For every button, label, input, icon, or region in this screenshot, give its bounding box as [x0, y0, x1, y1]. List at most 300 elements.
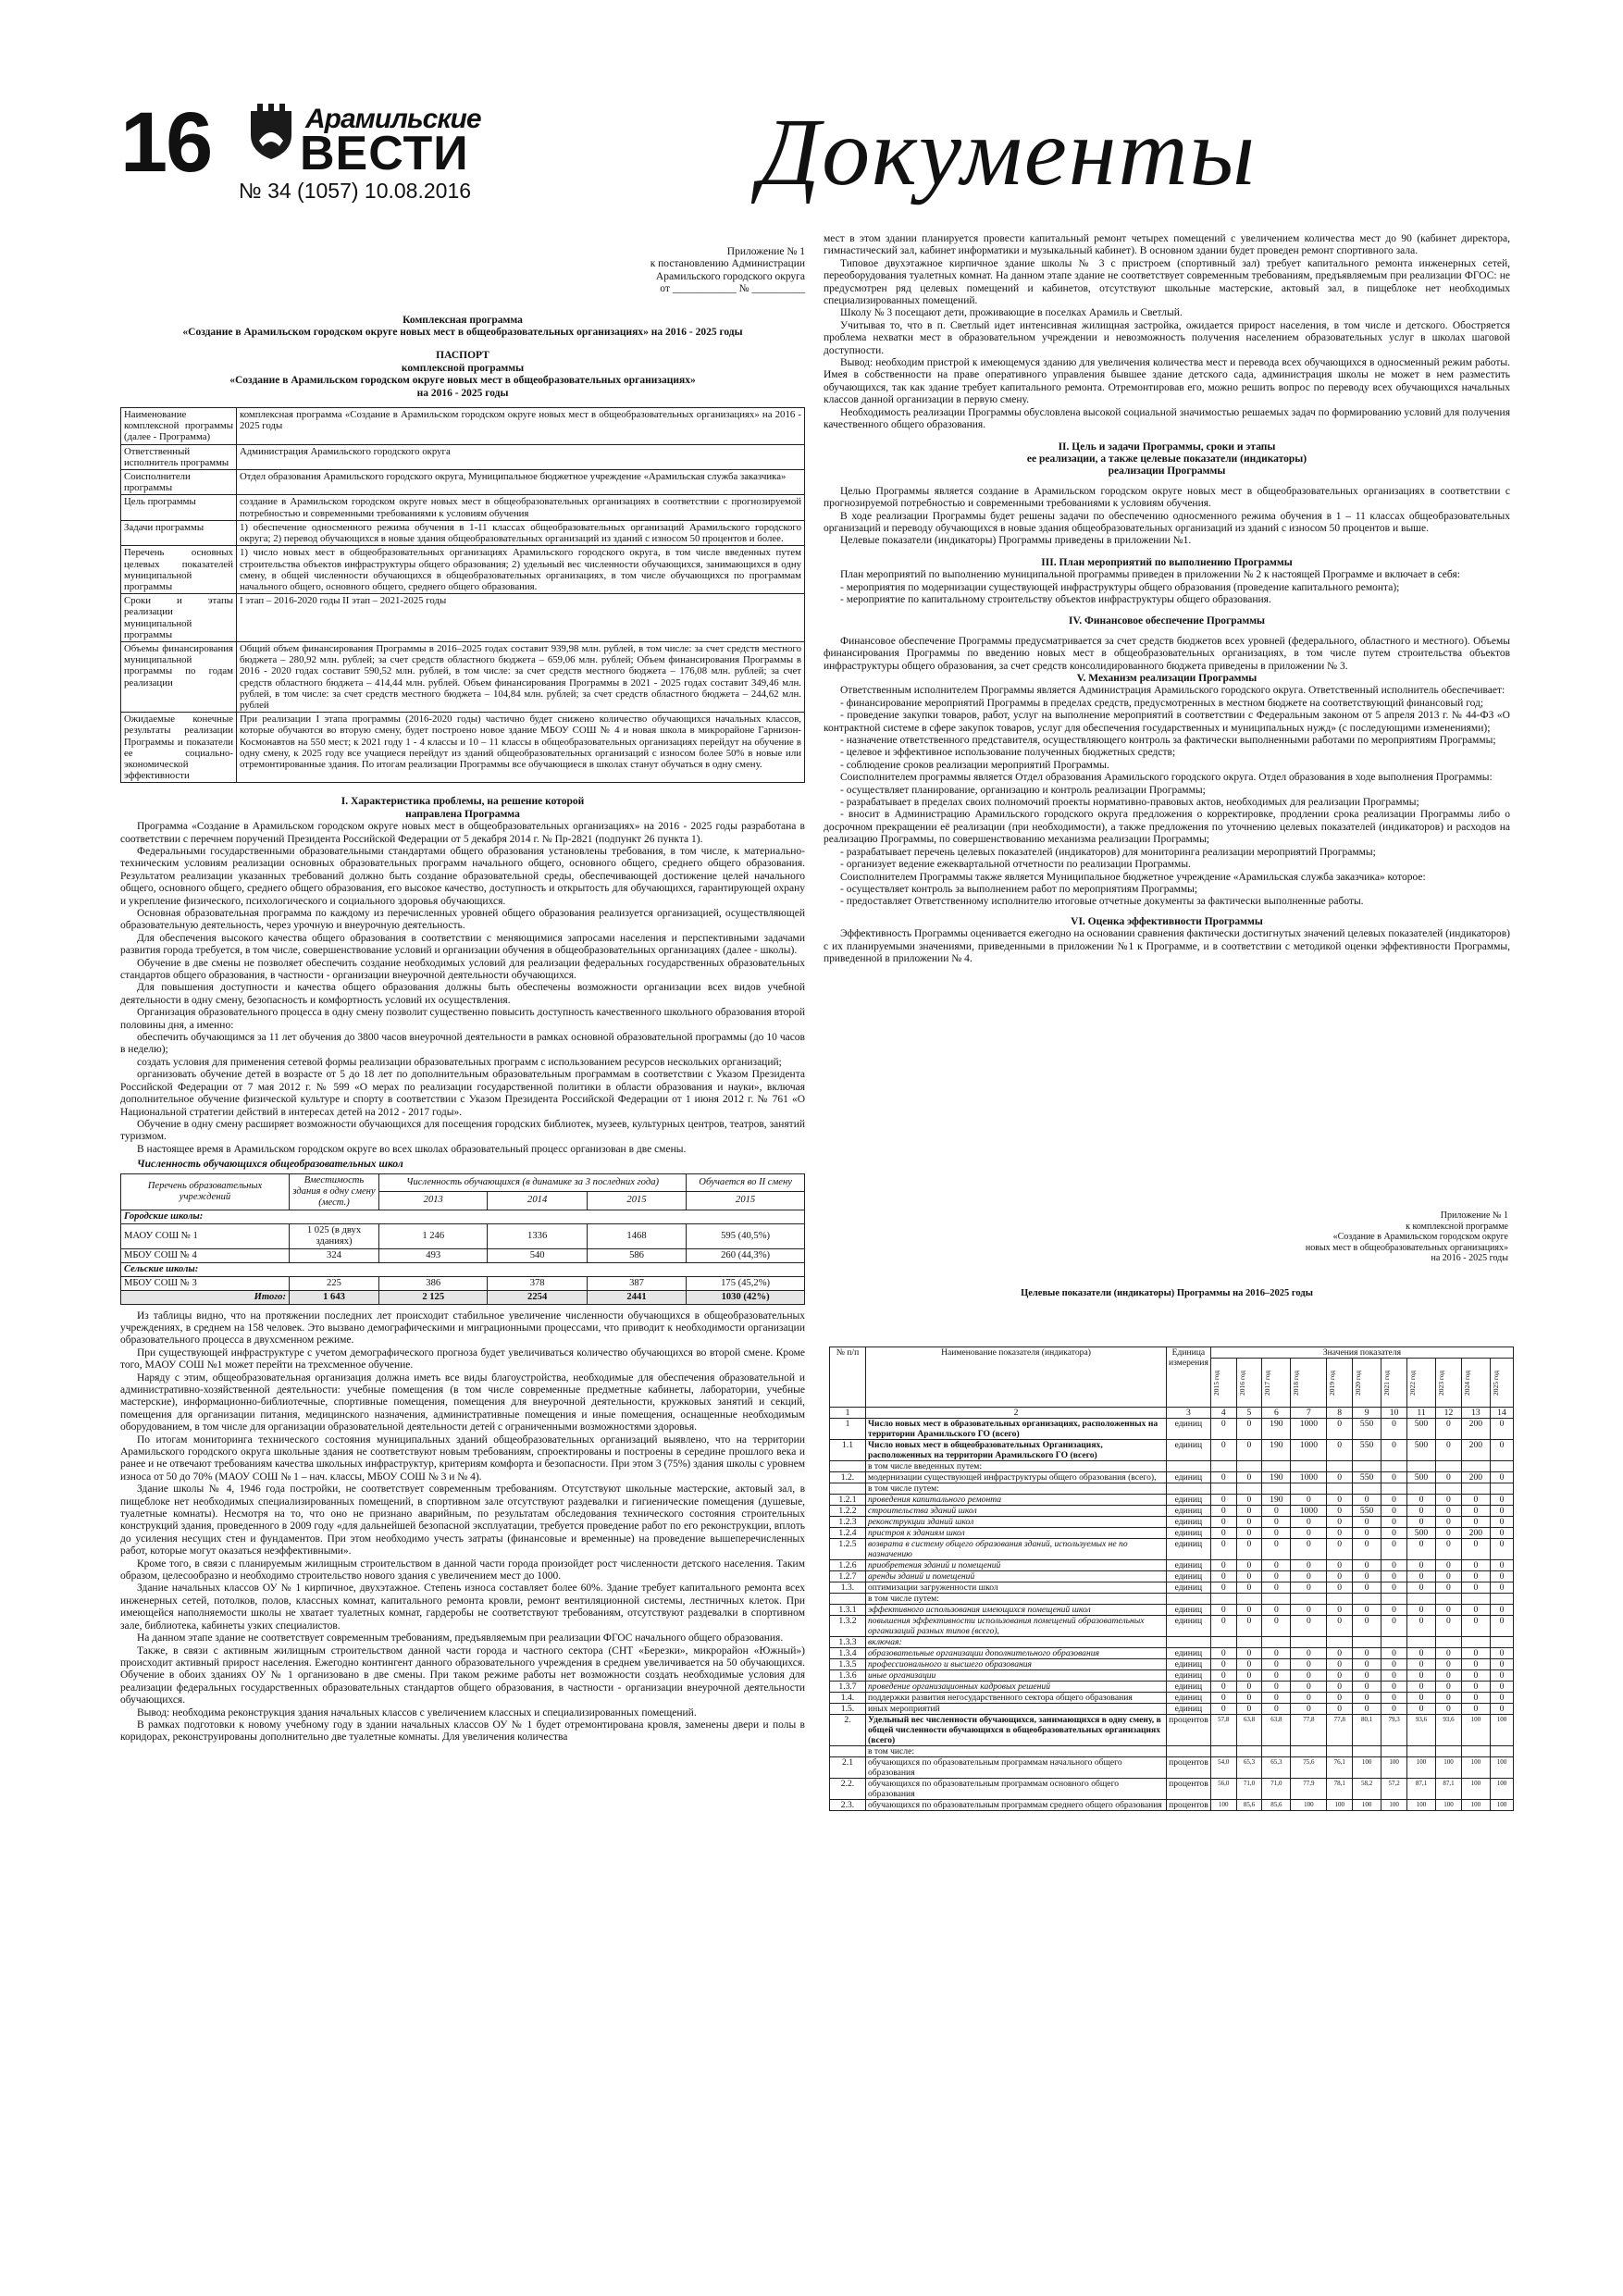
- cell: 2 125: [379, 1290, 488, 1304]
- indicators-table: [829, 1347, 1514, 1811]
- publication-name-top: Арамильские: [305, 104, 481, 134]
- value-cell: [1461, 1461, 1490, 1472]
- value-cell: 0: [1236, 1682, 1262, 1693]
- value-cell: 0: [1353, 1616, 1381, 1637]
- value-cell: 0: [1406, 1582, 1435, 1594]
- value-cell: 100: [1461, 1779, 1490, 1800]
- value-cell: 0: [1353, 1704, 1381, 1715]
- value-cell: 0: [1210, 1659, 1236, 1670]
- school-name: МАОУ СОШ № 1: [121, 1223, 290, 1248]
- indicator-name: поддержки развития негосударственного сектора общего образования: [866, 1693, 1167, 1704]
- table-row: [830, 1506, 1514, 1517]
- value-cell: 77,8: [1327, 1715, 1353, 1746]
- value-cell: 0: [1210, 1419, 1236, 1440]
- passport-value: Отдел образования Арамильского городского округа, Муниципальное бюджетное учреждение «Арамильская служба заказчика»: [237, 470, 805, 495]
- column-number: 12: [1436, 1408, 1462, 1419]
- value-cell: 0: [1490, 1670, 1513, 1682]
- value-cell: 0: [1236, 1670, 1262, 1682]
- passport-title: комплексной программы: [401, 362, 525, 374]
- value-cell: 0: [1210, 1506, 1236, 1517]
- value-cell: 85,6: [1236, 1800, 1262, 1811]
- value-cell: [1406, 1746, 1435, 1757]
- year-label: 2018 год: [1292, 1370, 1301, 1396]
- indicator-name: возврата в систему общего образования зданий, используемых не по назначению: [866, 1539, 1167, 1560]
- value-cell: 0: [1406, 1682, 1435, 1693]
- value-cell: 200: [1461, 1472, 1490, 1483]
- table-row: [121, 495, 805, 520]
- column-number: 10: [1381, 1408, 1407, 1419]
- paragraph: Финансовое обеспечение Программы предусматривается за счет средств бюджетов всех уровней (федерального, областного и местного). Объемы финансирования Программы по введению новых мест в общеобразовательных организациях, в том числе путем строительства объектов инфраструктуры общего образования, за счет средств консолидированного бюджета приведены в приложении № 3.: [824, 635, 1510, 672]
- value-cell: 550: [1353, 1440, 1381, 1461]
- value-cell: 0: [1327, 1539, 1353, 1560]
- appendix-line: Арамильского городского округа: [655, 270, 805, 282]
- paragraph: - целевое и эффективное использование полученных бюджетных средств;: [840, 747, 1176, 759]
- cell: 540: [488, 1248, 587, 1262]
- row-number: 1.3.3: [830, 1637, 866, 1648]
- row-number: 1.2.1: [830, 1495, 866, 1506]
- value-cell: 0: [1436, 1440, 1462, 1461]
- value-cell: [1262, 1746, 1291, 1757]
- paragraph: Необходимость реализации Программы обусловлена высокой социальной значимостью решаемых задач по формированию условий для получения качественного общего образования.: [824, 406, 1510, 431]
- paragraph: - проведение закупки товаров, работ, услуг на выполнение мероприятий в соответствии с Федеральным законом от 5 апреля 2013 г. № 44-ФЗ «О контрактной системе в сфере закупок товаров, услуг для обеспечения государственных и муниципальных нужд» (с последующими изменениями);: [824, 710, 1510, 734]
- column-header: Вместимость здания в одну смену (мест.): [290, 1173, 379, 1210]
- year-header: [1210, 1359, 1236, 1408]
- value-cell: 0: [1236, 1419, 1262, 1440]
- value-cell: 56,0: [1210, 1779, 1236, 1800]
- section-heading: направлена Программа: [405, 808, 520, 820]
- value-cell: 0: [1210, 1495, 1236, 1506]
- value-cell: 100: [1490, 1757, 1513, 1779]
- value-cell: 0: [1262, 1682, 1291, 1693]
- year-header: [1262, 1359, 1291, 1408]
- value-cell: 0: [1262, 1560, 1291, 1571]
- value-cell: [1210, 1594, 1236, 1605]
- value-cell: 77,8: [1291, 1715, 1327, 1746]
- value-cell: [1262, 1461, 1291, 1472]
- appendix-line: «Создание в Арамильском городском округе: [1332, 1232, 1508, 1242]
- indicators-title: Целевые показатели (индикаторы) Программы на 2016–2025 годы: [1021, 1288, 1313, 1298]
- program-title: «Создание в Арамильском городском округе новых мест в общеобразовательных организациях» на 2016 - 2025 годы: [182, 327, 743, 339]
- table-row: [121, 1276, 805, 1290]
- value-cell: [1236, 1746, 1262, 1757]
- unit-cell: единиц: [1167, 1693, 1211, 1704]
- section-heading: II. Цель и задачи Программы, сроки и этапы: [1058, 441, 1276, 453]
- table-row: [830, 1648, 1514, 1659]
- value-cell: 500: [1406, 1419, 1435, 1440]
- column-number: 2: [866, 1408, 1167, 1419]
- value-cell: [1210, 1461, 1236, 1472]
- value-cell: 0: [1353, 1528, 1381, 1539]
- paragraph: Учитывая то, что в п. Светлый идет интенсивная жилищная застройка, ожидается прирост населения, в том числе и детского. Обостряется проблема нехватки мест в образовательном учреждении и невозможность получения населением образовательных услуг в школах шаговой доступности.: [824, 319, 1510, 356]
- value-cell: 0: [1461, 1506, 1490, 1517]
- paragraph: В ходе реализации Программы будет решены задачи по обеспечению односменного режима обучения в 1 – 11 классах общеобразовательных организаций и переводу обучающихся в новые здания общеобразовательных организаций из зданий с износом 50 процентов и выше.: [824, 510, 1510, 534]
- value-cell: 0: [1406, 1659, 1435, 1670]
- value-cell: 0: [1461, 1670, 1490, 1682]
- passport-title: «Создание в Арамильском городском округе новых мест в общеобразовательных организациях»: [229, 375, 696, 387]
- value-cell: [1353, 1594, 1381, 1605]
- unit-cell: единиц: [1167, 1495, 1211, 1506]
- cell: 1 025 (в двух зданиях): [290, 1223, 379, 1248]
- value-cell: 0: [1490, 1506, 1513, 1517]
- paragraph: Обучение в одну смену расширяет возможности обучающихся для посещения городских библиотек, музеев, культурных центров, театров, занятий туризмом.: [120, 1118, 805, 1143]
- value-cell: 0: [1381, 1682, 1407, 1693]
- row-number: 1.2.4: [830, 1528, 866, 1539]
- value-cell: 100: [1490, 1800, 1513, 1811]
- paragraph: Обучение в две смены не позволяет обеспечить создание необходимых условий для реализации федеральных государственных образовательных стандартов общего образования, в частности - организации внеурочной деятельности обучающихся.: [120, 957, 805, 982]
- value-cell: 100: [1436, 1800, 1462, 1811]
- value-cell: 100: [1291, 1800, 1327, 1811]
- row-number: [830, 1461, 866, 1472]
- value-cell: 0: [1490, 1440, 1513, 1461]
- unit-cell: процентов: [1167, 1779, 1211, 1800]
- value-cell: [1353, 1746, 1381, 1757]
- value-cell: 0: [1461, 1682, 1490, 1693]
- paragraph: Здание начальных классов ОУ № 1 кирпичное, двухэтажное. Степень износа составляет более 60%. Здание требует капитального ремонта всех инженерных сетей, потолков, полов, классных комнат, капитального ремонта кровли, ремонт вентиляционной системы, лестничных клеток. При имеющейся наполняемости школы не хватает туалетных комнат, гардеробы не соответствуют требованиям, отсутствуют раздевалки в спортивном зале, библиотека, кабинеты узких специалистов.: [120, 1582, 805, 1632]
- value-cell: 0: [1381, 1472, 1407, 1483]
- cell: 324: [290, 1248, 379, 1262]
- year-header: [1436, 1359, 1462, 1408]
- value-cell: 0: [1353, 1495, 1381, 1506]
- value-cell: 100: [1461, 1757, 1490, 1779]
- value-cell: 100: [1490, 1779, 1513, 1800]
- cell: 225: [290, 1276, 379, 1290]
- value-cell: 0: [1236, 1528, 1262, 1539]
- value-cell: 65,3: [1262, 1757, 1291, 1779]
- value-cell: 0: [1381, 1517, 1407, 1528]
- value-cell: 0: [1436, 1539, 1462, 1560]
- row-number: 1: [830, 1419, 866, 1440]
- cell: 1468: [587, 1223, 686, 1248]
- table-row: [830, 1472, 1514, 1483]
- value-cell: [1262, 1483, 1291, 1495]
- value-cell: 0: [1262, 1693, 1291, 1704]
- value-cell: 76,1: [1327, 1757, 1353, 1779]
- unit-cell: единиц: [1167, 1506, 1211, 1517]
- value-cell: 0: [1210, 1704, 1236, 1715]
- paragraph: Федеральными государственными образовательными стандартами общего образования установлены требования, в том числе, к материально-техническим условиям реализации основных образовательных программ начального общего, основного общего, среднего общего образования. Результатом реализации указанных требований должно быть создание образовательной среды, обеспечивающей достижение целей начального общего, основного общего, среднего общего образования, его высокое качество, доступность и открытость для обучающихся, гарантирующей охрану и укрепление физического, психологического и социального здоровья обучающихся.: [120, 845, 805, 907]
- school-name: МБОУ СОШ № 3: [121, 1276, 290, 1290]
- year-header: 2014: [488, 1192, 587, 1210]
- table-row: [121, 1223, 805, 1248]
- table-row: [830, 1539, 1514, 1560]
- value-cell: 0: [1490, 1605, 1513, 1616]
- year-label: 2022 год: [1407, 1370, 1417, 1396]
- value-cell: 0: [1381, 1582, 1407, 1594]
- value-cell: 0: [1353, 1648, 1381, 1659]
- value-cell: 0: [1291, 1582, 1327, 1594]
- value-cell: 0: [1406, 1693, 1435, 1704]
- value-cell: [1327, 1637, 1353, 1648]
- year-header: [1236, 1359, 1262, 1408]
- value-cell: [1291, 1461, 1327, 1472]
- value-cell: 0: [1406, 1495, 1435, 1506]
- table-row: [830, 1682, 1514, 1693]
- paragraph: Вывод: необходима реконструкция здания начальных классов с увеличением классных и специализированных помещений.: [137, 1706, 697, 1719]
- table-row: [830, 1560, 1514, 1571]
- value-cell: 0: [1490, 1560, 1513, 1571]
- value-cell: 0: [1236, 1704, 1262, 1715]
- value-cell: 0: [1327, 1605, 1353, 1616]
- value-cell: 0: [1461, 1571, 1490, 1582]
- paragraph: Кроме того, в связи с планируемым жилищным строительством в данной части города произойдет рост численности детского населения. Таким образом, целесообразно и необходимо строительство нового здания с увеличением мест до 1000.: [120, 1558, 805, 1582]
- value-cell: [1436, 1746, 1462, 1757]
- value-cell: [1490, 1461, 1513, 1472]
- unit-cell: единиц: [1167, 1682, 1211, 1693]
- section-heading: III. План мероприятий по выполнению Программы: [1041, 556, 1293, 568]
- value-cell: [1381, 1637, 1407, 1648]
- value-cell: 0: [1210, 1440, 1236, 1461]
- table-row: [830, 1715, 1514, 1746]
- row-number: 1.3.5: [830, 1659, 866, 1670]
- value-cell: 550: [1353, 1419, 1381, 1440]
- value-cell: 190: [1262, 1440, 1291, 1461]
- paragraph: Также, в связи с активным жилищным строительством данной части города и частного сектора (СНТ «Березки», микрорайон «Южный») происходит активный прирост населения. Ежегодно контингент данного образовательного учреждения в среднем увеличивается на 50 обучающихся. Обучение в обоих зданиях ОУ № 1 организовано в две смены. При таком режиме работы нет возможности создать необходимые условия для реализации федеральных государственных образовательных стандартов общего образования, в частности - организации внеурочной деятельности обучающихся.: [120, 1644, 805, 1706]
- group-label: Сельские школы:: [121, 1262, 805, 1276]
- value-cell: 0: [1327, 1616, 1353, 1637]
- value-cell: [1490, 1637, 1513, 1648]
- value-cell: 0: [1327, 1704, 1353, 1715]
- value-cell: 190: [1262, 1472, 1291, 1483]
- value-cell: 0: [1327, 1682, 1353, 1693]
- paragraph: - мероприятие по капитальному строительству объектов инфраструктуры общего образования.: [840, 593, 1271, 605]
- section-heading: VI. Оценка эффективности Программы: [1071, 915, 1263, 927]
- value-cell: [1461, 1483, 1490, 1495]
- passport-key: Ответственный исполнитель программы: [121, 444, 237, 469]
- table-row: [830, 1637, 1514, 1648]
- indicator-name: обучающихся по образовательным программам начального общего образования: [866, 1757, 1167, 1779]
- value-cell: 0: [1210, 1616, 1236, 1637]
- value-cell: 0: [1353, 1517, 1381, 1528]
- value-cell: 0: [1291, 1704, 1327, 1715]
- row-number: 1.1: [830, 1440, 866, 1461]
- left-column: [120, 246, 805, 1744]
- row-number: 1.2.7: [830, 1571, 866, 1582]
- value-cell: [1406, 1483, 1435, 1495]
- value-cell: 0: [1327, 1648, 1353, 1659]
- value-cell: 0: [1381, 1440, 1407, 1461]
- indicator-name: реконструкции зданий школ: [866, 1517, 1167, 1528]
- row-number: 1.3.: [830, 1582, 866, 1594]
- table-row: [830, 1757, 1514, 1779]
- value-cell: 0: [1406, 1560, 1435, 1571]
- value-cell: 0: [1436, 1528, 1462, 1539]
- unit-cell: единиц: [1167, 1616, 1211, 1637]
- value-cell: 0: [1406, 1616, 1435, 1637]
- unit-cell: процентов: [1167, 1800, 1211, 1811]
- table-row: [121, 408, 805, 445]
- value-cell: 0: [1490, 1616, 1513, 1637]
- value-cell: 0: [1406, 1605, 1435, 1616]
- indicator-name: обучающихся по образовательным программам среднего общего образования: [866, 1800, 1167, 1811]
- value-cell: 0: [1262, 1704, 1291, 1715]
- table-title: Численность обучающихся общеобразовательных школ: [137, 1159, 403, 1171]
- value-cell: 0: [1490, 1419, 1513, 1440]
- unit-cell: единиц: [1167, 1528, 1211, 1539]
- passport-value: Администрация Арамильского городского округа: [237, 444, 805, 469]
- row-number: 1.3.1: [830, 1605, 866, 1616]
- value-cell: 0: [1436, 1616, 1462, 1637]
- value-cell: [1406, 1461, 1435, 1472]
- value-cell: 0: [1236, 1517, 1262, 1528]
- paragraph: Организация образовательного процесса в одну смену позволит существенно повысить доступность качественного школьного образования второй половины дня, а именно:: [120, 1007, 805, 1031]
- passport-title: ПАСПОРТ: [436, 350, 489, 362]
- value-cell: 0: [1236, 1440, 1262, 1461]
- value-cell: 0: [1327, 1571, 1353, 1582]
- value-cell: 0: [1461, 1539, 1490, 1560]
- table-row: [830, 1483, 1514, 1495]
- publication-logo: [248, 104, 481, 181]
- paragraph: - осуществляет планирование, организацию и контроль реализации Программы;: [840, 784, 1206, 796]
- column-header: Единица измерения: [1167, 1347, 1211, 1408]
- row-number: 1.5.: [830, 1704, 866, 1715]
- table-row: [830, 1528, 1514, 1539]
- value-cell: 0: [1327, 1440, 1353, 1461]
- paragraph: организовать обучение детей в возрасте от 5 до 18 лет по дополнительным образовательным программам в соответствии с Указом Президента Российской Федерации от 7 мая 2012 г. № 599 «О мерах по реализации государственной политики в области образования и науки», включая дополнительное обучение физической культуре и спорту в соответствии с Указом Президента Российской Федерации от 1 июня 2012 г. № 761 «О Национальной стратегии действий в интересах детей на 2012 - 2017 годы».: [120, 1069, 805, 1118]
- value-cell: 200: [1461, 1440, 1490, 1461]
- table-row: [121, 641, 805, 712]
- value-cell: 0: [1210, 1560, 1236, 1571]
- indicator-name: в том числе введенных путем:: [866, 1461, 1167, 1472]
- value-cell: 0: [1381, 1571, 1407, 1582]
- indicator-name: модернизации существующей инфраструктуры общего образования (всего),: [866, 1472, 1167, 1483]
- value-cell: 0: [1406, 1704, 1435, 1715]
- value-cell: [1381, 1746, 1407, 1757]
- year-header: 2013: [379, 1192, 488, 1210]
- cell: 595 (40,5%): [687, 1223, 805, 1248]
- value-cell: [1461, 1746, 1490, 1757]
- passport-key: Ожидаемые конечные результаты реализации Программы и показатели ее социально-экономической эффективности: [121, 713, 237, 783]
- value-cell: 0: [1461, 1517, 1490, 1528]
- table-row: [830, 1571, 1514, 1582]
- table-row: [830, 1746, 1514, 1757]
- indicator-name: приобретения зданий и помещений: [866, 1560, 1167, 1571]
- value-cell: [1353, 1483, 1381, 1495]
- indicator-name: включая:: [866, 1637, 1167, 1648]
- value-cell: 0: [1436, 1419, 1462, 1440]
- unit-cell: единиц: [1167, 1659, 1211, 1670]
- value-cell: 0: [1490, 1571, 1513, 1582]
- column-number: 14: [1490, 1408, 1513, 1419]
- indicator-name: проведения капитального ремонта: [866, 1495, 1167, 1506]
- value-cell: 0: [1353, 1539, 1381, 1560]
- value-cell: 0: [1262, 1506, 1291, 1517]
- value-cell: 0: [1236, 1605, 1262, 1616]
- value-cell: 0: [1327, 1670, 1353, 1682]
- value-cell: 0: [1353, 1659, 1381, 1670]
- column-header: Обучается во II смену: [687, 1173, 805, 1192]
- cell: 2254: [488, 1290, 587, 1304]
- value-cell: 0: [1327, 1582, 1353, 1594]
- value-cell: 54,0: [1210, 1757, 1236, 1779]
- value-cell: 0: [1490, 1539, 1513, 1560]
- table-row: [121, 546, 805, 594]
- cell: 1 246: [379, 1223, 488, 1248]
- appendix-line: к комплексной программе: [1406, 1221, 1508, 1232]
- year-label: 2020 год: [1354, 1370, 1363, 1396]
- paragraph: Типовое двухэтажное кирпичное здание школы № 3 с пристроем (спортивный зал) требует капитального ремонта инженерных сетей, переоборудования туалетных комнат. На данном этапе здание не соответствует современным требованиям, предъявляемым при реализации ФГОС: не предусмотрен ряд целевых помещений и кабинетов, отсутствуют школьные мастерские, актовый зал, в пищеблоке нет необходимых специализированных помещений.: [824, 257, 1510, 307]
- value-cell: 0: [1327, 1528, 1353, 1539]
- column-header: № п/п: [830, 1347, 866, 1408]
- value-cell: 0: [1490, 1517, 1513, 1528]
- year-label: 2024 год: [1462, 1370, 1471, 1396]
- value-cell: 0: [1210, 1472, 1236, 1483]
- value-cell: 0: [1236, 1693, 1262, 1704]
- value-cell: 0: [1353, 1693, 1381, 1704]
- value-cell: 93,6: [1436, 1715, 1462, 1746]
- unit-cell: единиц: [1167, 1704, 1211, 1715]
- value-cell: 93,6: [1406, 1715, 1435, 1746]
- total-label: Итого:: [121, 1290, 290, 1304]
- cell: 260 (44,3%): [687, 1248, 805, 1262]
- value-cell: 0: [1291, 1571, 1327, 1582]
- unit-cell: единиц: [1167, 1560, 1211, 1571]
- cell: 378: [488, 1276, 587, 1290]
- row-number: 1.2.3: [830, 1517, 866, 1528]
- paragraph: - осуществляет контроль за выполнением работ по мероприятиям Программы;: [840, 883, 1198, 895]
- cell: 2441: [587, 1290, 686, 1304]
- row-number: 1.2.6: [830, 1560, 866, 1571]
- value-cell: 0: [1291, 1616, 1327, 1637]
- value-cell: 79,3: [1381, 1715, 1407, 1746]
- indicator-name: Число новых мест в общеобразовательных Организациях, расположенных на территории Арамильского ГО (всего): [866, 1440, 1167, 1461]
- indicator-name: обучающихся по образовательным программам основного общего образования: [866, 1779, 1167, 1800]
- value-cell: 0: [1461, 1560, 1490, 1571]
- value-cell: [1327, 1483, 1353, 1495]
- value-cell: 0: [1262, 1605, 1291, 1616]
- paragraph: Для обеспечения высокого качества общего образования в соответствии с меняющимися запросами населения и перспективными задачами развития города требуется, в том числе, совершенствование условий и организации обучения в общеобразовательных организациях (далее - школы).: [120, 932, 805, 957]
- indicator-name: в том числе путем:: [866, 1483, 1167, 1495]
- column-number: 7: [1291, 1408, 1327, 1419]
- value-cell: 200: [1461, 1528, 1490, 1539]
- value-cell: 0: [1436, 1693, 1462, 1704]
- value-cell: 0: [1262, 1659, 1291, 1670]
- value-cell: 550: [1353, 1506, 1381, 1517]
- indicator-name: строительства зданий школ: [866, 1506, 1167, 1517]
- value-cell: 100: [1490, 1715, 1513, 1746]
- paragraph: По итогам мониторинга технического состояния муниципальных зданий общеобразовательных организаций выявлено, что на территории Арамильского городского округа школьные здания не соответствуют новым требованиям, спроектированы и построены в середине прошлого века и ранее и не отвечают требованиям качества школьных инфраструктур, критериям комфорта и безопасности. При этом 3 (75%) здания школы с уровнем износа от 50 до 70% (МАОУ СОШ № 1 – нач. классы, МБОУ СОШ № 3 и № 4).: [120, 1433, 805, 1483]
- value-cell: [1236, 1483, 1262, 1495]
- column-number: 13: [1461, 1408, 1490, 1419]
- indicator-name: профессионального и высшего образования: [866, 1659, 1167, 1670]
- value-cell: 0: [1236, 1560, 1262, 1571]
- passport-key: Наименование комплексной программы (далее - Программа): [121, 408, 237, 445]
- passport-value: 1) число новых мест в общеобразовательных организациях Арамильского городского округа, в том числе введенных путем строительства объектов инфраструктуры общего образования; 2) удельный вес численности обучающихся, занимающихся в одну смену, в общей численности обучающихся в общеобразовательных организациях, в том числе обучающихся по программам начального общего, основного общего, среднего общего образования.: [237, 546, 805, 594]
- value-cell: 100: [1327, 1800, 1353, 1811]
- value-cell: 0: [1381, 1670, 1407, 1682]
- appendix-line: к постановлению Администрации: [650, 258, 805, 270]
- year-header: 2015: [587, 1192, 686, 1210]
- table-row: [830, 1800, 1514, 1811]
- row-number: 2.3.: [830, 1800, 866, 1811]
- value-cell: 0: [1291, 1528, 1327, 1539]
- value-cell: [1353, 1461, 1381, 1472]
- cell: 175 (45,2%): [687, 1276, 805, 1290]
- paragraph: - предоставляет Ответственному исполнителю итоговые отчетные документы за фактически выполненные работы.: [840, 896, 1364, 908]
- section-rubric: Документы: [759, 99, 1258, 205]
- indicator-name: повышения эффективности использования помещений образовательных организаций разных типов (всего),: [866, 1616, 1167, 1637]
- value-cell: 57,2: [1381, 1779, 1407, 1800]
- value-cell: [1406, 1637, 1435, 1648]
- unit-cell: [1167, 1483, 1211, 1495]
- value-cell: 0: [1353, 1605, 1381, 1616]
- value-cell: 0: [1406, 1539, 1435, 1560]
- paragraph: Для повышения доступности и качества общего образования должны быть обеспечены возможности организации всех видов учебной деятельности в одну смену, безопасность и комфортность условий их осуществления.: [120, 982, 805, 1006]
- value-cell: 0: [1291, 1539, 1327, 1560]
- value-cell: [1490, 1483, 1513, 1495]
- value-cell: 0: [1436, 1560, 1462, 1571]
- value-cell: 0: [1381, 1495, 1407, 1506]
- value-cell: 57,8: [1210, 1715, 1236, 1746]
